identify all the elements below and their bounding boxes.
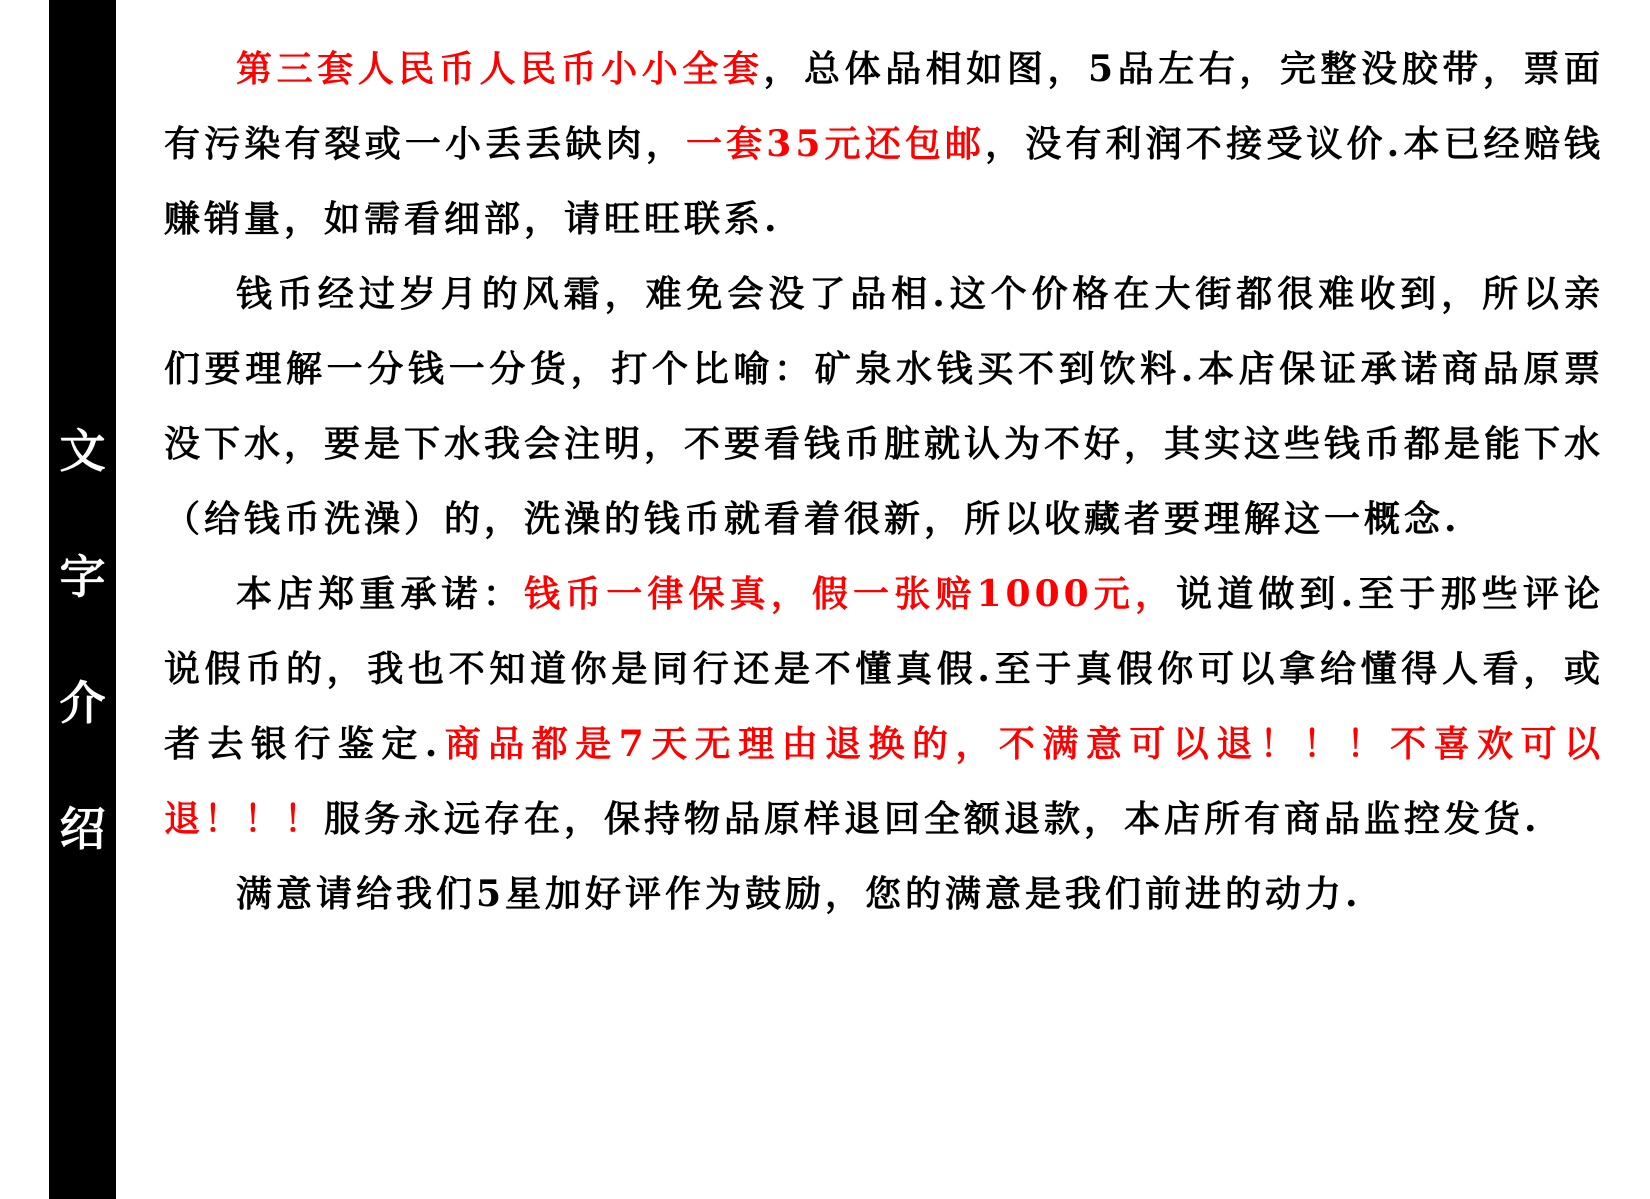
review-request-text: 满意请给我们5星加好评作为鼓励，您的满意是我们前进的动力. xyxy=(236,873,1362,915)
paragraph-review-request xyxy=(164,857,1604,932)
sidebar-title-char: 介 xyxy=(59,676,106,730)
price-text: 一套35元还包邮 xyxy=(685,123,986,165)
pricing-note: ，没有利润不接受议价.本已经赔钱赚销量，如需看细部，请旺旺联系. xyxy=(164,123,1604,240)
paragraph-product-overview xyxy=(164,32,1604,257)
sidebar-title-char: 文 xyxy=(59,424,106,478)
paragraph-condition-explanation xyxy=(164,257,1604,557)
guarantee-intro: 本店郑重承诺： xyxy=(236,573,524,615)
authenticity-note: 说道做到.至于那些评论说假币的，我也不知道你是同行还是不懂真假.至于真假你可以拿给懂得人看，或者去银行鉴定. xyxy=(164,573,1604,765)
sidebar-banner xyxy=(49,0,116,1199)
condition-explanation-text: 钱币经过岁月的风霜，难免会没了品相.这个价格在大街都很难收到，所以亲们要理解一分钱一分货，打个比喻：矿泉水钱买不到饮料.本店保证承诺商品原票没下水，要是下水我会注明，不要看钱币脏就认为不好，其实这些钱币都是能下水（给钱币洗澡）的，洗澡的钱币就看着很新，所以收藏者要理解这一概念. xyxy=(164,273,1605,540)
condition-text: ，总体品相如图，5品左右，完整没胶带，票面有污染有裂或一小丢丢缺肉， xyxy=(164,48,1604,165)
service-note: 服务永远存在，保持物品原样退回全额退款，本店所有商品监控发货. xyxy=(324,798,1541,840)
authenticity-guarantee: 钱币一律保真，假一张赔1000元， xyxy=(523,573,1177,615)
sidebar-title xyxy=(49,388,116,892)
product-name: 第三套人民币人民币小小全套 xyxy=(236,48,764,90)
sidebar-title-char: 绍 xyxy=(59,802,106,856)
paragraph-guarantee xyxy=(164,557,1604,857)
description-text xyxy=(164,32,1604,932)
return-policy: 商品都是7天无理由退换的，不满意可以退！！！不喜欢可以退！！！ xyxy=(164,723,1604,840)
sidebar-title-char: 字 xyxy=(59,550,106,604)
